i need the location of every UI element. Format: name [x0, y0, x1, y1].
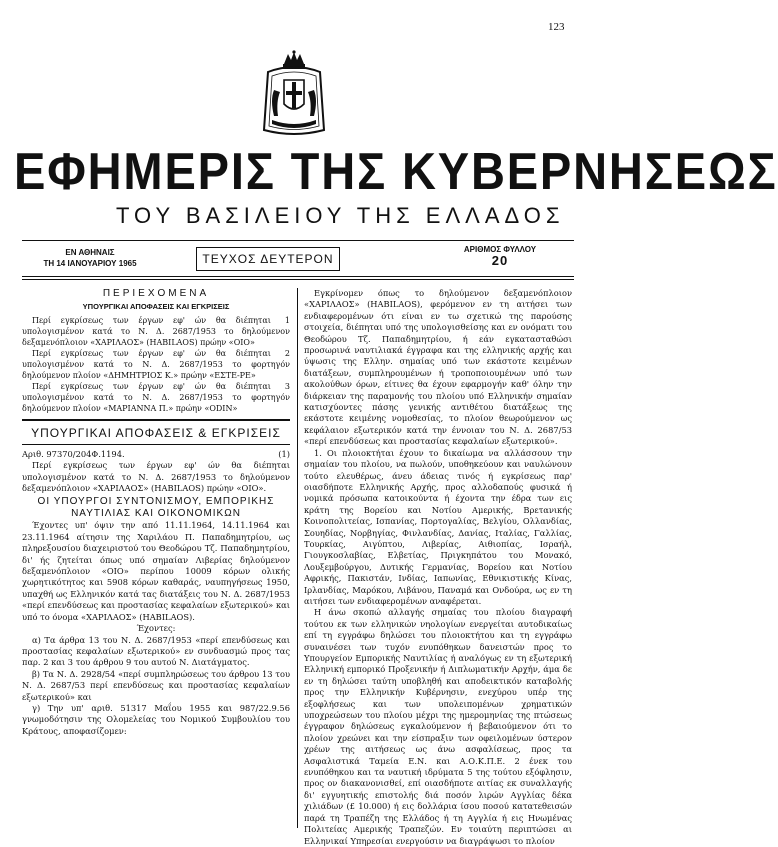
header-bottom-rule	[22, 276, 574, 277]
decision-body-paragraph: Εγκρίνομεν όπως το δηλούμενον δεξαμενόπλοιον «ΧΑΡΙΛΑΟΣ» (HABILAOS), φερόμενον εν τη αιτήσει των ενδιαφερομένων ότι είναι εν τω σχετικώ της παρούσης στοιχεία, διέπηται υπό της υπολογισθείσης και εν ονόματι του Θεοδώρου Τζ. Παπαδημητρίου, ή εάν εγκατασταθώσι προσωρινά ναυτιλιακά έγγραφα και της ελληνικής αρχής και ύψωσις της Ελλην. σημαίας υπό των εκάστοτε κειμένων διατάξεων, συμπληρουμένων ή τροποποιουμένων υπό των ακολούθων όρων, είτινες θα έχουν εφαρμογήν καθ' όλην την διάρκειαν της παραμονής του πλοίου υπό Ελληνικήν σημαίαν κατισχύοντες πάσης γενικής αντιθέτου διατάξεως της εκάστοτε κειμένης νομοθεσίας, το πλοίον θεωρούμενον ως κεφάλαιον εξωτερικόν κατά την έννοιαν του Ν. Δ. 2687/53 «περί επενδύσεως και προστασίας κεφαλαίων εξωτερικού».	[304, 288, 572, 447]
recital-a: α) Τα άρθρα 13 του Ν. Δ. 2687/1953 «περί επενδύσεως και προστασίας κεφαλαίων εξωτερικού» εν συνδυασμώ προς τας παρ. 2 και 3 του άρθρου 9 του αυτού Ν. Διατάγματος.	[22, 634, 290, 668]
toc-item-text: Περί εγκρίσεως των έργων εφ' ών θα διέπηται υπολογισμένον κατά το Ν. Δ. 2687/1953 το φορτηγόν δηλούμενον πλοίον «ΔΗΜΗΤΡΙΟΣ Κ.» πρώην «ΕΣΤΕ-ΡΕ»	[22, 348, 290, 380]
decision-body-paragraph: 1. Οι πλοιοκτήται έχουν το δικαίωμα να αλλάσσουν την σημαίαν του πλοίου, να πωλούν, υποθηκεύουν και ναυλώνουν τούτο ελευθέρως, άνευ άδειας τινός ή εγκρίσεως παρ' οιασδήποτε Ελληνικής Αρχής, προς αλλοδαπούς φυσικά ή νομικά πρόσωπα κατοικούντα ή έχοντα την έδρα των εις κράτη της Βορείου και Νοτίου Αμερικής, Βρετανικής Κοινοπολιτείας, Ισπανίας, Πορτογαλίας, Βελγίου, Ολλανδίας, Σουηδίας, Νορβηγίας, Φινλανδίας, Δανίας, Ιταλίας, Γαλλίας, Τουρκίας, Αιγύπτου, Λιβερίας, Αιθιοπίας, Ισραήλ, Γιουγκοσλαβίας, Ελβετίας, Πριγκηπάτου του Μονακό, Λουξεμβούργου, Δυτικής Γερμανίας, Βορείου και Νοτίου Αφρικής, Πακιστάν, Ινδίας, Ιαπωνίας, Εθνικιστικής Κίνας, Ιρλανδίας, Μαρόκου, Λιβάνου, Παναμά και Ονδούρα, ως εν τη αιτήσει των ενδιαφερομένων αναφέρεται.	[304, 447, 572, 606]
ministers-heading: ΟΙ ΥΠΟΥΡΓΟΙ ΣΥΝΤΟΝΙΣΜΟΥ, ΕΜΠΟΡΙΚΗΣ ΝΑΥΤΙΛΙΑΣ ΚΑΙ ΟΙΚΟΝΟΜΙΚΩΝ	[37, 496, 275, 520]
decision-body-paragraph: Η άνω σκοπώ αλλαγής σημαίας του πλοίου διαγραφή τούτου εκ των ελληνικών νηολογίων ενεργείται αυτοδικαίως επί τη εγγράφω δηλώσει του πλοιοκτήτου και τη εγγράφω συναινέσει των τυχόν ενυπόθηκων δανειστών προς το Υπουργείον Εμπορικής Ναυτιλίας ή αναλόγως εν τη εξωτερική Ελληνική εμπορικό Προξενικήν ή Διπλωματικήν Αρχήν, άμα δε εν τη δηλώσει ταύτη υποβληθή και αποδεικτικόν καταβολής προς την Ελληνικήν Κυβέρνησιν, ενεχύρου υπέρ της εξοφλήσεως και των υπολειπομένων χρηματικών υποχρεώσεων του πλοίου μέχρι της ημερομηνίας της πτώσεως έγγραφον δηλώσεως εγκαλούμενον ή βεβαιούμενον ότι το πλοίον χρεώνει και την είσπραξιν των οφειλομένων ύστερον χρέων της αιτήσεως ως άνω ασφαλίσεως, προς τα Ασφαλιστικά Ταμεία Ε.Ν. και Α.Ο.Κ.Π.Ε. 2 ένεκ του ενυπόθηκου και τα ναυτική ιδρύματα 5 της τούτου εξόφλησιν, προς ον διακανονισθεί, επί οιασδήποτε αιτίας εκ συναλλαγής δι' εγγυητικής επιστολής διά ποσόν λιρών Αγγλίας δέκα χιλιάδων (£ 10.000) ή εις δολλάρια ίσου ποσού κατατεθεισών παρά τη Τραπέζη της Ελλάδος ή τη Αγγλία ή εις Ηνωμένας Πολιτείας Αμερικής Τραπεζών. Εν τοιαύτη περιπτώσει αι Ελληνικαί Υπηρεσίαι ενεργούσιν να διαγράψωσι το πλοίον	[304, 607, 572, 846]
toc-title: ΠΕΡΙΕΧΟΜΕΝΑ	[102, 288, 210, 299]
recital-paragraph: Έχοντες υπ' όψιν την από 11.11.1964, 14.11.1964 και 23.11.1964 αίτησιν της Χαριλάου Π. Παπαδημητρίου, ως πληρεξουσίου διαχειριστού του Θεοδώρου Τζ. Παπαδημητρίου, δι' ής ζητείται όπως υπό σημαίαν Λιβερίας δηλούμενον δεξαμενόπλοιον «ΟΙΟ» περίπου 10009 κόρων ολικής χωρητικότητος και 5908 κόρων καθαράς, ναυπηγήσεως 1950, υπαχθή ως Ελληνικόν κατά τας διατάξεις του Ν. Δ. 2687/1953 «περί επενδύσεως και προστασίας κεφαλαίων εξωτερικού» και υπό το όνομα «ΧΑΡΙΛΑΟΣ» (HABILAOS).	[22, 520, 290, 622]
issue-series-box: ΤΕΥΧΟΣ ΔΕΥΤΕΡΟΝ	[196, 247, 340, 271]
recital-b: β) Τα Ν. Δ. 2928/54 «περί συμπληρώσεως του άρθρου 13 του Ν. Δ. 2687/53 περί επενδύσεως και προστασίας κεφαλαίων εξωτερικού» και	[22, 668, 290, 702]
toc-item	[22, 348, 290, 381]
section-rule	[22, 419, 290, 421]
issue-place: ΕΝ ΑΘΗΝΑΙΣ	[65, 248, 115, 257]
sheet-number: 20	[491, 253, 509, 268]
issue-date: ΤΗ 14 ΙΑΝΟΥΑΡΙΟΥ 1965	[43, 259, 137, 268]
masthead-title: ΕΦΗΜΕΡΙΣ ΤΗΣ ΚΥΒΕΡΝΗΣΕΩΣ	[14, 143, 778, 201]
toc-item-text: Περί εγκρίσεως των έργων εφ' ών θα διέπηται υπολογισμένον κατά το Ν. Δ. 2687/1953 το δηλούμενον δεξαμενόπλοιον «ΧΑΡΙΛΑΟΣ» (HABILAOS) πρώην «ΟΙΟ»	[22, 315, 290, 347]
page-number: 123	[548, 21, 565, 33]
left-column	[22, 288, 290, 737]
issue-place-date	[22, 247, 158, 269]
toc-item	[22, 315, 290, 348]
right-column	[304, 288, 572, 847]
toc-item-text: Περί εγκρίσεως των έργων εφ' ών θα διέπηται υπολογισμένον κατά το Ν. Δ. 2687/1953 το φορτηγόν δηλούμενον πλοίον «ΜΑΡΙΑΝΝΑ Π.» πρώην «ODIN»	[22, 381, 290, 413]
section-rule-thin	[22, 444, 290, 445]
toc-subtitle: ΥΠΟΥΡΓΙΚΑΙ ΑΠΟΦΑΣΕΙΣ ΚΑΙ ΕΓΚΡΙΣΕΙΣ	[82, 302, 230, 312]
toc-item-page: 2	[284, 348, 290, 358]
toc-item-page: 3	[284, 381, 290, 391]
masthead-subtitle: ΤΟΥ ΒΑΣΙΛΕΙΟΥ ΤΗΣ ΕΛΛΑΔΟΣ	[116, 203, 565, 228]
sheet-number-block	[440, 244, 560, 266]
recital-c: γ) Την υπ' αριθ. 51317 Μαΐου 1955 και 987/22.9.56 γνωμοδότησιν της Ολομελείας του Νομικού Συμβουλίου του Κράτους, αποφασίζομεν:	[22, 702, 290, 736]
recital-having: Έχοντες:	[136, 623, 176, 634]
decision-subject: Περί εγκρίσεως των έργων εφ' ών θα διέπηται υπολογισμένον κατά το Ν. Δ. 2687/1953 το δηλούμενον δεξαμενόπλοιον «ΧΑΡΙΛΑΟΣ» (HABILAOS) πρώην «ΟΙΟ».	[22, 460, 290, 494]
decision-reference	[22, 449, 290, 460]
decision-index: (1)	[278, 448, 290, 459]
royal-coat-of-arms-icon	[262, 50, 326, 138]
section-heading: ΥΠΟΥΡΓΙΚΑΙ ΑΠΟΦΑΣΕΙΣ & ΕΓΚΡΙΣΕΙΣ	[31, 425, 281, 440]
header-bottom-rule-2	[22, 279, 574, 280]
header-top-rule	[22, 240, 574, 241]
toc-item-page: 1	[284, 315, 290, 325]
decision-reference-number: Αριθ. 97370/204Φ.1194.	[22, 448, 125, 459]
toc-item	[22, 381, 290, 414]
sheet-number-label: ΑΡΙΘΜΟΣ ΦΥΛΛΟΥ	[463, 245, 537, 254]
column-divider	[297, 288, 298, 828]
